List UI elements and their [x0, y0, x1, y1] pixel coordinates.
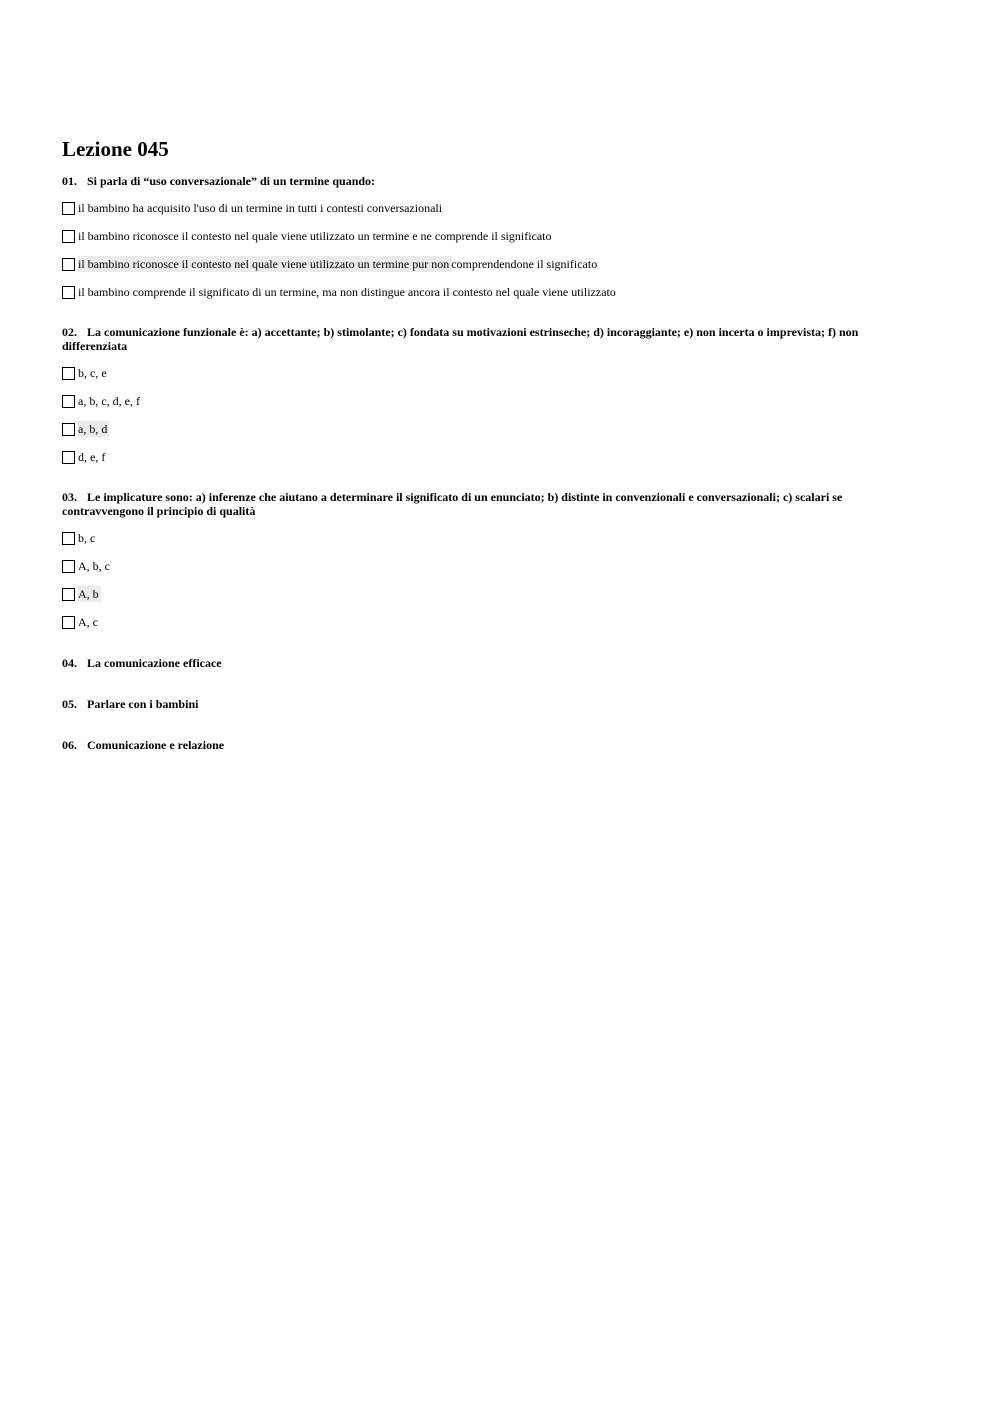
answer-option[interactable] — [62, 530, 922, 546]
answer-option[interactable] — [62, 284, 922, 300]
question-number: 05. — [62, 697, 77, 711]
question-prompt: Si parla di “uso conversazionale” di un termine quando: — [87, 174, 376, 188]
option-label-highlighted: A, b — [78, 587, 99, 601]
question-text — [62, 174, 922, 188]
question-01 — [62, 174, 922, 300]
lesson-title: Lezione 045 — [62, 137, 169, 161]
question-text — [62, 325, 922, 353]
checkbox-icon[interactable] — [62, 202, 75, 215]
option-label: d, e, f — [78, 450, 106, 464]
checkbox-icon[interactable] — [62, 367, 75, 380]
question-number: 02. — [62, 325, 77, 339]
option-label: il bambino comprende il significato di un termine, ma non distingue ancora il contesto nel quale viene utilizzato — [78, 285, 616, 299]
option-label: A, c — [78, 615, 98, 629]
answer-option[interactable] — [62, 614, 922, 630]
answer-option[interactable] — [62, 228, 922, 244]
option-label-highlighted: a, b, d — [78, 422, 108, 436]
answer-options — [62, 530, 922, 630]
checkbox-icon[interactable] — [62, 258, 75, 271]
question-05 — [62, 697, 922, 711]
checkbox-icon[interactable] — [62, 395, 75, 408]
answer-option[interactable] — [62, 421, 922, 437]
question-03 — [62, 490, 922, 630]
question-text — [62, 697, 922, 711]
option-label: il bambino ha acquisito l'uso di un termine in tutti i contesti conversazionali — [78, 201, 443, 215]
checkbox-icon[interactable] — [62, 230, 75, 243]
answer-option[interactable] — [62, 200, 922, 216]
question-text — [62, 738, 922, 752]
checkbox-icon[interactable] — [62, 423, 75, 436]
question-text — [62, 656, 922, 670]
answer-option[interactable] — [62, 449, 922, 465]
question-prompt: Le implicature sono: a) inferenze che aiutano a determinare il significato di un enunciato; b) distinte in convenzionali e conversazionali; c) scalari se contravvengono il principio di qualità — [62, 490, 843, 518]
option-label: A, b, c — [78, 559, 110, 573]
answer-option[interactable] — [62, 365, 922, 381]
option-label: b, c, e — [78, 366, 107, 380]
answer-option[interactable] — [62, 558, 922, 574]
option-label-highlighted: il bambino riconosce il contesto nel quale viene utilizzato un termine pur non — [78, 257, 450, 271]
option-label: il bambino riconosce il contesto nel quale viene utilizzato un termine e ne comprende il significato — [78, 229, 552, 243]
question-number: 03. — [62, 490, 77, 504]
checkbox-icon[interactable] — [62, 286, 75, 299]
question-text — [62, 490, 922, 518]
question-prompt: La comunicazione funzionale è: a) accettante; b) stimolante; c) fondata su motivazioni estrinseche; d) incoraggiante; e) non incerta o imprevista; f) non differenziata — [62, 325, 859, 353]
question-prompt: La comunicazione efficace — [87, 656, 222, 670]
answer-option[interactable] — [62, 256, 922, 272]
question-number: 04. — [62, 656, 77, 670]
question-02 — [62, 325, 922, 465]
answer-options — [62, 365, 922, 465]
option-label: b, c — [78, 531, 96, 545]
question-prompt: Comunicazione e relazione — [87, 738, 225, 752]
question-prompt: Parlare con i bambini — [87, 697, 199, 711]
checkbox-icon[interactable] — [62, 560, 75, 573]
answer-option[interactable] — [62, 393, 922, 409]
answer-options — [62, 200, 922, 300]
checkbox-icon[interactable] — [62, 451, 75, 464]
answer-option[interactable] — [62, 586, 922, 602]
option-label: a, b, c, d, e, f — [78, 394, 140, 408]
checkbox-icon[interactable] — [62, 532, 75, 545]
question-06 — [62, 738, 922, 752]
question-number: 01. — [62, 174, 77, 188]
checkbox-icon[interactable] — [62, 616, 75, 629]
option-label-rest: comprendendone il significato — [451, 257, 598, 271]
question-04 — [62, 656, 922, 670]
document-page — [62, 136, 922, 779]
checkbox-icon[interactable] — [62, 588, 75, 601]
question-number: 06. — [62, 738, 77, 752]
